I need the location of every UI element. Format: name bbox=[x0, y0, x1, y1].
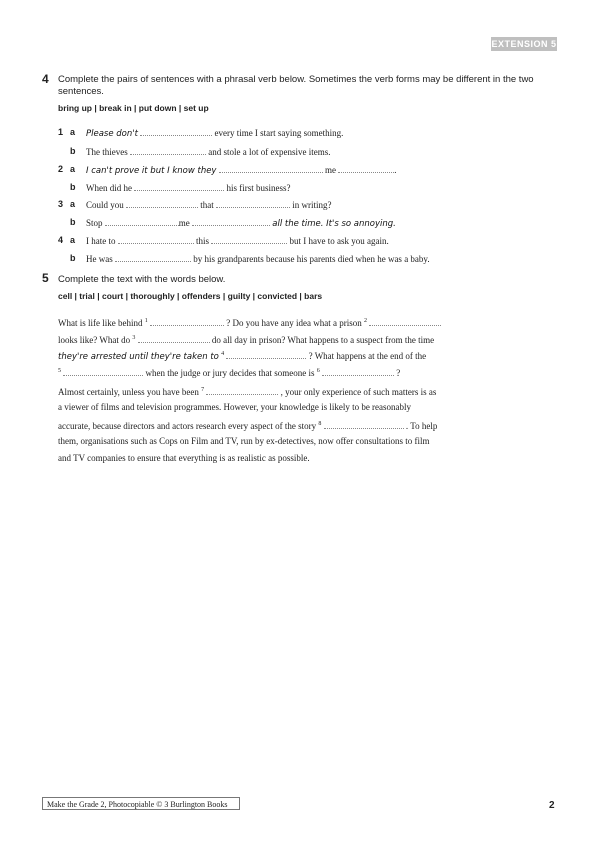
answer-blank[interactable] bbox=[115, 253, 191, 262]
text: , your only experience of such matters is as bbox=[280, 387, 437, 397]
page-number: 2 bbox=[549, 800, 555, 811]
answer-blank[interactable] bbox=[105, 217, 179, 226]
gap-8-blank[interactable] bbox=[324, 420, 404, 429]
sentence-text: . bbox=[394, 165, 397, 175]
badge-number: 5 bbox=[551, 39, 557, 49]
text-line-8: them, organisations such as Cops on Film and TV, run by ex-detectives, now offer consultations to film bbox=[58, 436, 430, 446]
sentence-text: me bbox=[324, 165, 336, 175]
text-line-4 bbox=[58, 363, 558, 382]
text: do all day in prison? What happens to a suspect from the time bbox=[211, 335, 435, 345]
text-line-6: a viewer of films and television programmes. However, your knowledge is likely to be reasonably bbox=[58, 402, 412, 412]
item-1a-letter: a bbox=[70, 127, 76, 137]
sentence-text: and stole a lot of expensive items. bbox=[208, 147, 331, 157]
gap-4-blank[interactable] bbox=[226, 350, 306, 359]
sentence-text: but I have to ask you again. bbox=[289, 236, 389, 246]
sentence-text: by his grandparents because his parents died when he was a baby. bbox=[193, 254, 430, 264]
item-4b-letter: b bbox=[70, 253, 76, 263]
gap-6-blank[interactable] bbox=[322, 367, 394, 376]
exercise-5-number: 5 bbox=[42, 271, 49, 285]
item-3b-sentence bbox=[86, 217, 396, 229]
gap-5-blank[interactable] bbox=[63, 367, 143, 376]
exercise-5-word-bank: cell | trial | court | thoroughly | offenders | guilty | convicted | bars bbox=[58, 291, 323, 301]
item-4a-letter: a bbox=[70, 235, 76, 245]
gap-number: 3 bbox=[132, 335, 136, 341]
item-1b-letter: b bbox=[70, 146, 76, 156]
sentence-text: The thieves bbox=[86, 147, 128, 157]
answer-blank[interactable] bbox=[192, 217, 270, 226]
item-2a-sentence bbox=[86, 164, 396, 176]
handwritten-answer: Please don't bbox=[86, 129, 138, 139]
text: What is life like behind bbox=[58, 318, 143, 328]
item-1-number: 1 bbox=[58, 127, 64, 137]
answer-blank[interactable] bbox=[338, 164, 397, 175]
answer-blank[interactable] bbox=[140, 127, 212, 136]
answer-blank[interactable] bbox=[219, 164, 323, 173]
exercise-4-number: 4 bbox=[42, 72, 49, 86]
sentence-text: Stop bbox=[86, 218, 103, 228]
exercise-4-word-bank: bring up | break in | put down | set up bbox=[58, 103, 209, 113]
answer-blank[interactable] bbox=[134, 182, 224, 191]
gap-number: 2 bbox=[363, 318, 367, 324]
item-4-number: 4 bbox=[58, 235, 64, 245]
text: . To help bbox=[405, 421, 438, 431]
text: Almost certainly, unless you have been bbox=[58, 387, 199, 397]
item-2a-letter: a bbox=[70, 164, 76, 174]
gap-number: 1 bbox=[144, 318, 148, 324]
item-3a-letter: a bbox=[70, 199, 76, 209]
gap-number: 7 bbox=[201, 387, 205, 393]
item-2b-letter: b bbox=[70, 182, 76, 192]
gap-1-blank[interactable] bbox=[150, 317, 224, 326]
text-line-9: and TV companies to ensure that everything is as realistic as possible. bbox=[58, 453, 310, 463]
sentence-text: Could you bbox=[86, 200, 124, 210]
footer-copyright: Make the Grade 2, Photocopiable © 3 Burlington Books bbox=[42, 797, 240, 810]
item-1a-sentence bbox=[86, 127, 343, 139]
handwritten-answer: I can't prove it but I know they bbox=[86, 166, 217, 176]
sentence-text: He was bbox=[86, 254, 113, 264]
text: ? What happens at the end of the bbox=[308, 351, 427, 361]
text: ? Do you have any idea what a prison bbox=[226, 318, 362, 328]
gap-2-blank[interactable] bbox=[369, 317, 441, 326]
sentence-text: this bbox=[196, 236, 210, 246]
sentence-text: every time I start saying something. bbox=[214, 128, 344, 138]
item-3a-sentence bbox=[86, 199, 332, 210]
exercise-4-instruction: Complete the pairs of sentences with a phrasal verb below. Sometimes the verb forms may be different in the two sentences. bbox=[58, 74, 534, 97]
exercise-5-instruction: Complete the text with the words below. bbox=[58, 274, 226, 285]
handwritten-answer: they're arrested until they're taken to bbox=[58, 352, 219, 362]
gap-number: 4 bbox=[221, 351, 225, 357]
text: when the judge or jury decides that someone is bbox=[145, 368, 315, 378]
answer-blank[interactable] bbox=[126, 199, 198, 208]
sentence-text: that bbox=[200, 200, 214, 210]
item-4b-sentence bbox=[86, 253, 430, 264]
answer-blank[interactable] bbox=[118, 235, 194, 244]
gap-number: 6 bbox=[316, 368, 320, 374]
gap-number: 5 bbox=[58, 368, 61, 374]
item-1b-sentence bbox=[86, 146, 330, 157]
item-2b-sentence bbox=[86, 182, 290, 193]
answer-blank[interactable] bbox=[216, 199, 290, 208]
answer-blank[interactable] bbox=[130, 146, 206, 155]
sentence-text: I hate to bbox=[86, 236, 116, 246]
sentence-text: When did he bbox=[86, 183, 132, 193]
handwritten-answer: all the time. It's so annoying. bbox=[272, 219, 396, 229]
gap-number: 8 bbox=[318, 421, 322, 427]
sentence-text: in writing? bbox=[292, 200, 332, 210]
gap-3-blank[interactable] bbox=[138, 334, 210, 343]
sentence-text: me bbox=[178, 218, 190, 228]
text: ? bbox=[396, 368, 401, 378]
item-3b-letter: b bbox=[70, 217, 76, 227]
item-2-number: 2 bbox=[58, 164, 64, 174]
text: accurate, because directors and actors research every aspect of the story bbox=[58, 421, 317, 431]
badge-label: EXTENSION bbox=[491, 39, 548, 49]
answer-blank[interactable] bbox=[211, 235, 287, 244]
text: looks like? What do bbox=[58, 335, 131, 345]
gap-7-blank[interactable] bbox=[206, 386, 278, 395]
extension-badge bbox=[491, 37, 557, 51]
item-4a-sentence bbox=[86, 235, 389, 246]
item-3-number: 3 bbox=[58, 199, 64, 209]
sentence-text: his first business? bbox=[226, 183, 291, 193]
